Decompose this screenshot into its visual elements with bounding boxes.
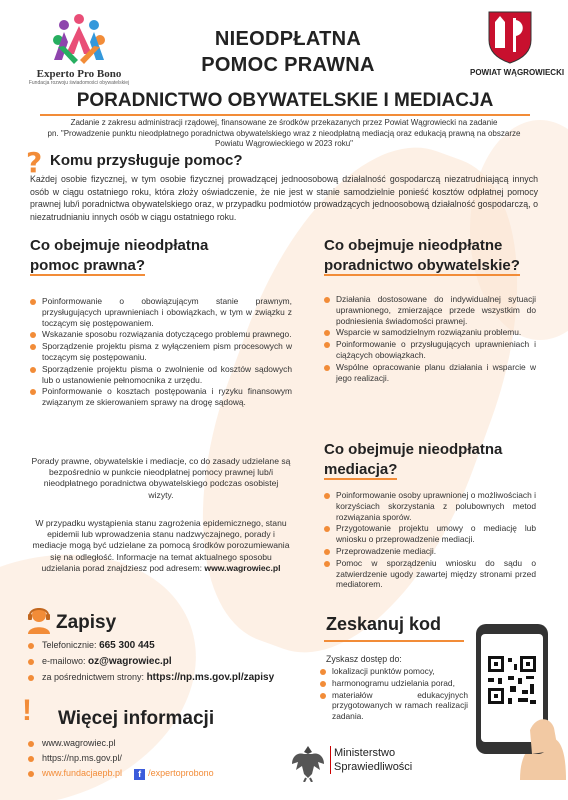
heading-line: pomoc prawna? — [30, 257, 146, 274]
list-item — [26, 738, 214, 748]
signup-heading: Zapisy — [56, 612, 117, 633]
legal-heading — [30, 236, 270, 276]
phone-number[interactable]: 665 300 445 — [99, 640, 155, 651]
list-item: Przygotowanie projektu umowy o mediację lub wniosku o przeprowadzenie mediacji. — [322, 523, 536, 545]
list-item: Poinformowanie o przysługujących uprawnieniach i ciążących obowiązkach. — [322, 339, 536, 361]
list-item: harmonogramu udzielania porad, — [318, 678, 468, 689]
intro-line: Powiatu Wągrowieckiego w 2023 roku" — [214, 139, 354, 148]
web-label: za pośrednictwem strony: — [42, 672, 145, 682]
email-label: e-mailowo: — [42, 656, 86, 666]
list-item: Poinformowanie osoby uprawnionej o możliwościach i korzyściach skorzystania z polubownych metod rozwiązania sporów. — [322, 490, 536, 522]
ministry-line: Ministerstwo — [334, 747, 396, 759]
web-item — [26, 672, 274, 683]
divider — [330, 746, 331, 774]
foundation-link[interactable]: www.fundacjaepb.pl — [42, 768, 123, 778]
remote-note — [30, 518, 292, 574]
list-item: Działania dostosowane do indywidualnej sytuacji uprawnionego, zmierzające przede wszystkim do podniesienia świadomości prawnej. — [322, 294, 536, 326]
divider — [324, 640, 464, 642]
list-item: Przeprowadzenie mediacji. — [322, 546, 536, 557]
signup-list — [26, 640, 274, 688]
list-item: Pomoc w sporządzeniu wniosku do sądu o zatwierdzenie ugody zawartej między stronami przed mediatorem. — [322, 558, 536, 590]
heading-line: mediacja? — [324, 461, 398, 478]
list-item: Wsparcie w samodzielnym rozwiązaniu problemu. — [322, 327, 536, 338]
title-line-1: NIEODPŁATNA — [214, 28, 362, 50]
heading-line: Co obejmuje nieodpłatna — [324, 441, 503, 458]
phone-label: Telefonicznie: — [42, 640, 97, 650]
org-name: Experto Pro Bono — [36, 68, 122, 80]
crest-shield-icon — [487, 10, 533, 64]
crest-label: POWIAT WĄGROWIECKI — [470, 68, 565, 77]
signup-url[interactable]: https://np.ms.gov.pl/zapisy — [146, 672, 275, 683]
list-item: Sporządzenie projektu pisma z wyłączeniem pism procesowych w toczącym się postępowaniu. — [28, 341, 292, 363]
info-link[interactable]: https://np.ms.gov.pl/ — [42, 753, 122, 763]
scan-heading: Zeskanuj kod — [326, 614, 442, 634]
who-text: Każdej osobie fizycznej, w tym osobie fizycznej prowadzącej jednoosobową działalność gospodarczą niezatrudniającą innych osób w ciągu ostatniego roku, która złoży oświadczenie, że nie jest w stanie samodzielnie ponieść kosztów odpłatnej pomocy prawnej lub/i poradnictwa obywatelskiego oraz, w przypadku podmiotów prowadzących jednoosobową działalność gospodarczą, o niezatrudnianiu innych osób w ciągu ostatniego roku. — [30, 174, 538, 222]
list-item — [26, 768, 214, 780]
civic-heading — [324, 236, 544, 276]
remote-note-text: W przypadku wystąpienia stanu zagrożenia epidemicznego, stanu epidemii lub wprowadzenia stanu nadzwyczajnego, porady i mediacje mogą być udzielane za pomocą środków porozumiewania się na odległość. Informacje na temat aktualnego sposobu udzielania porad znajdziesz pod adresem: — [32, 518, 290, 573]
heading-line: Co obejmuje nieodpłatne — [324, 237, 503, 254]
ministry-name — [334, 746, 412, 774]
legal-list — [28, 296, 292, 409]
facebook-link[interactable]: /expertoprobono — [148, 768, 214, 778]
list-item: materiałów edukacyjnych przygotowanych w ramach realizacji zadania. — [318, 690, 468, 722]
phone-qr-icon — [470, 620, 566, 780]
intro-line: pn. "Prowadzenie punktu nieodpłatnego poradnictwa obywatelskiego wraz z nieodpłatną mediacją oraz edukacją prawną na obszarze — [47, 128, 521, 138]
heading-line: poradnictwo obywatelskie? — [324, 257, 520, 274]
civic-list — [322, 294, 536, 384]
more-info-heading: Więcej informacji — [58, 708, 215, 729]
scan-list — [318, 666, 468, 723]
mediation-list — [322, 490, 536, 591]
headset-user-icon — [24, 604, 54, 634]
people-circle-icon — [44, 10, 114, 68]
list-item: lokalizacji punktów pomocy, — [318, 666, 468, 677]
who-heading: Komu przysługuje pomoc? — [50, 152, 243, 169]
email-link[interactable]: oz@wagrowiec.pl — [88, 656, 172, 667]
phone-item — [26, 640, 274, 651]
more-info-list — [26, 738, 214, 785]
email-item — [26, 656, 274, 667]
exclamation-icon: ! — [22, 694, 32, 727]
question-mark-icon: ? — [26, 146, 43, 179]
org-tagline: Fundacja rozwoju świadomości obywatelskiej — [28, 80, 130, 86]
list-item: Wspólne opracowanie planu działania i wsparcie w jego realizacji. — [322, 362, 536, 384]
intro-text — [30, 118, 538, 150]
list-item: Sporządzenie projektu pisma o zwolnienie od kosztów sądowych lub o ustanowienie pełnomocnika z urzędu. — [28, 364, 292, 386]
experto-logo — [20, 10, 138, 86]
page-title — [180, 26, 396, 78]
wagrowiec-link[interactable]: www.wagrowiec.pl — [204, 562, 281, 573]
list-item — [26, 753, 214, 763]
facebook-icon: f — [134, 769, 145, 780]
info-link[interactable]: www.wagrowiec.pl — [42, 738, 116, 748]
list-item: Wskazanie sposobu rozwiązania dotyczącego problemu prawnego. — [28, 329, 292, 340]
list-item: Poinformowanie o kosztach postępowania i ryzyku finansowym związanym ze skierowaniem sprawy na drogę sądową. — [28, 386, 292, 408]
intro-line: Zadanie z zakresu administracji rządowej, finansowane ze środków przekazanych przez Powiat Wągrowiecki na zadanie — [70, 118, 498, 127]
in-person-note: Porady prawne, obywatelskie i mediacje, co do zasady udzielane są bezpośrednio w punkcie nieodpłatnej pomocy prawnej lub/i nieodpłatnego poradnictwa obywatelskiego podczas osobistej wizyty. — [31, 456, 291, 500]
scan-lead: Zyskasz dostęp do: — [326, 654, 402, 664]
ministry-line: Sprawiedliwości — [334, 761, 413, 773]
subtitle: PORADNICTWO OBYWATELSKIE I MEDIACJA — [40, 90, 530, 116]
heading-line: Co obejmuje nieodpłatna — [30, 237, 209, 254]
eagle-emblem-icon — [290, 742, 326, 782]
county-crest — [470, 10, 565, 77]
mediation-heading — [324, 440, 544, 480]
title-line-2: POMOC PRAWNA — [201, 54, 375, 76]
list-item: Poinformowanie o obowiązującym stanie prawnym, przysługujących uprawnieniach i obowiązkach, w tym w związku z toczącym się postępowaniem. — [28, 296, 292, 328]
